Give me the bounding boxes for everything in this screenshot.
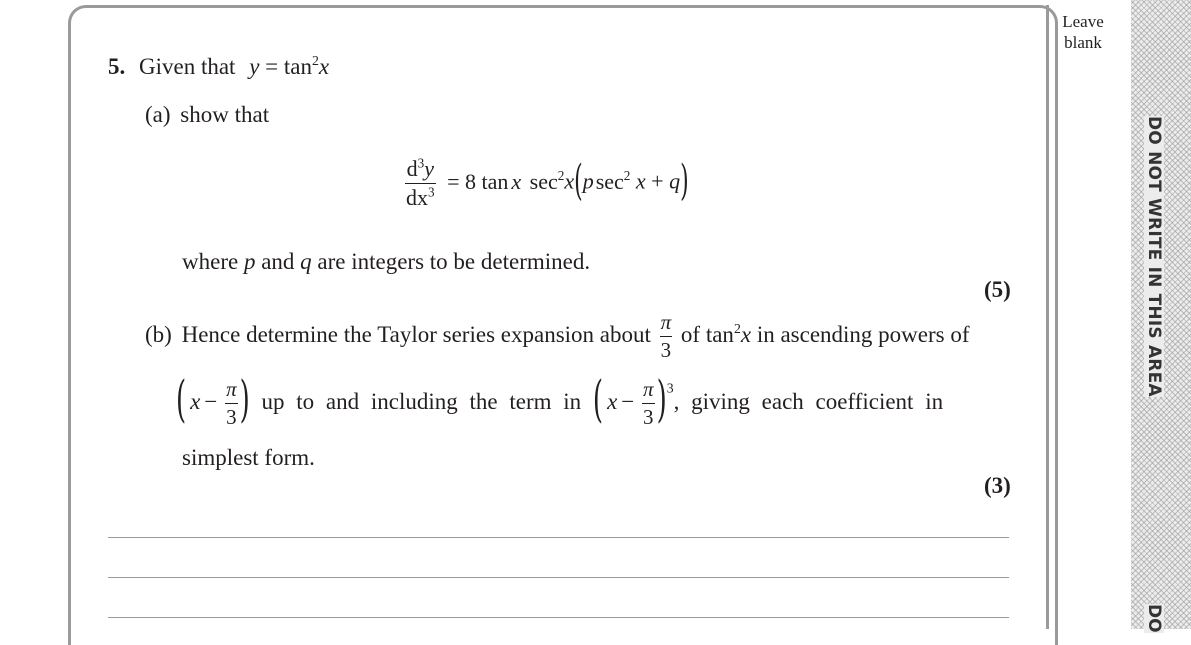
pi-over-3: $\frac{\pi}{3}$ [660,310,672,363]
leave-blank-label: Leave blank [1062,12,1104,52]
margin-warning-cut: DO [1144,604,1164,633]
question-number: 5. [108,54,126,79]
answer-line[interactable] [108,617,1009,618]
leave-blank-divider [1046,5,1049,629]
part-b-line-1: (b) Hence determine the Taylor series expansion about $\frac{\pi}{3}$ of $\tan^2x$ in ascending powers of [145,310,970,363]
part-b-marks: (3) [984,473,1011,498]
answer-line[interactable] [108,577,1009,578]
derivative-fraction: $\frac{d^3y}{dx^3}$ [406,155,435,210]
part-a-prompt: (a) show that [145,102,270,127]
part-a-where: where p and q are integers to be determined. [182,249,591,274]
answer-line[interactable] [108,537,1009,538]
margin-warning: DO NOT WRITE IN THIS AREA [1144,116,1164,397]
question-stem: 5. Given that $y = \tan^2x$ [108,53,330,79]
part-b-line-2: ( x − $\frac{\pi}{3}$ ) up to and including the term in ( x − $\frac{\pi}{3}$ )$^3$, giving each coefficient in [176,372,944,430]
part-a-marks: (5) [984,277,1011,302]
derivative-equation: $\frac{d^3y}{dx^3}$ = 8 tan x $\sec^2x(psec^2$ x + q) [406,155,689,210]
part-b-simplest: simplest form. [182,445,315,470]
